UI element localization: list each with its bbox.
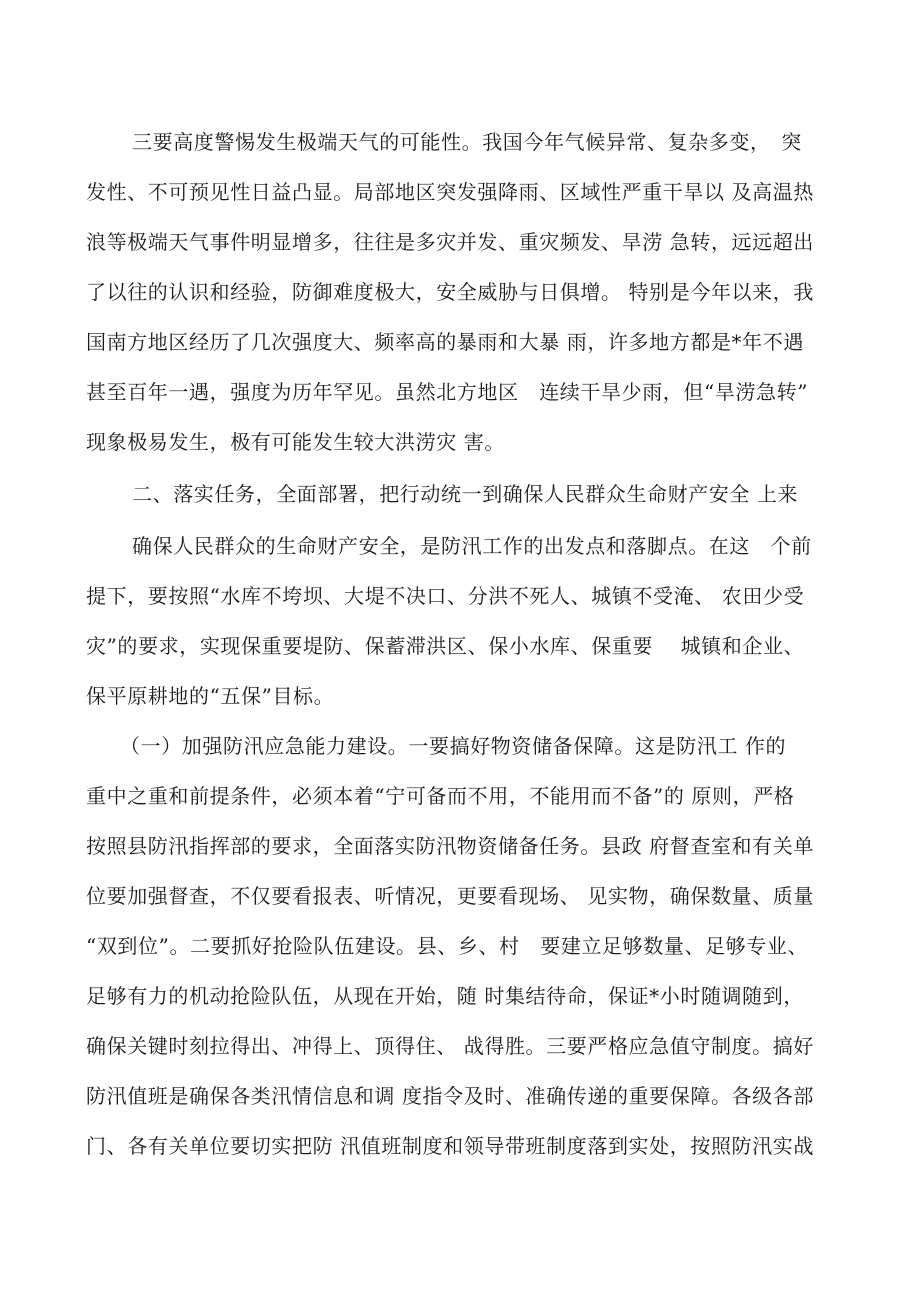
- paragraph-3-line: 门、各有关单位要切实把防 汛值班制度和领导带班制度落到实处，按照防汛实战: [86, 1134, 814, 1158]
- paragraph-2-line: 提下，要按照“水库不垮坝、大堤不决口、分洪不死人、城镇不受淹、 农田少受: [86, 584, 805, 608]
- paragraph-1-line: 甚至百年一遇，强度为历年罕见。虽然北方地区 连续干旱少雨，但“旱涝急转”: [86, 380, 809, 404]
- paragraph-1-line: 浪等极端天气事件明显增多，往往是多灾并发、重灾频发、旱涝 急转，远远超出: [86, 230, 814, 254]
- paragraph-1-line: 了以往的认识和经验，防御难度极大，安全威胁与日俱增。 特别是今年以来，我: [86, 280, 814, 304]
- paragraph-3-line: 位要加强督查，不仅要看报表、听情况，更要看现场、 见实物，确保数量、质量: [86, 884, 814, 908]
- paragraph-1-line: 发性、不可预见性日益凸显。局部地区突发强降雨、区域性严重干旱以 及高温热: [86, 180, 814, 204]
- paragraph-2-line: 灾”的要求，实现保重要堤防、保蓄滞洪区、保小水库、保重要 城镇和企业、: [86, 634, 805, 658]
- paragraph-3-line: 重中之重和前提条件，必须本着“宁可备而不用，不能用而不备”的 原则，严格: [86, 784, 795, 808]
- paragraph-1-line: 三要高度警惕发生极端天气的可能性。我国今年气候异常、复杂多变， 突: [132, 130, 802, 154]
- paragraph-3-line: 足够有力的机动抢险队伍，从现在开始，随 时集结待命，保证*小时随调随到，: [86, 984, 804, 1008]
- paragraph-3-line: 按照县防汛指挥部的要求，全面落实防汛物资储备任务。县政 府督查室和有关单: [86, 834, 814, 858]
- paragraph-1-line: 现象极易发生，极有可能发生较大洪涝灾 害。: [86, 430, 505, 454]
- paragraph-1-line: 国南方地区经历了几次强度大、频率高的暴雨和大暴 雨，许多地方都是*年不遇: [86, 330, 804, 354]
- paragraph-3-line: 确保关键时刻拉得出、冲得上、顶得住、 战得胜。三要严格应急值守制度。搞好: [86, 1034, 814, 1058]
- paragraph-3-line: 防汛值班是确保各类汛情信息和调 度指令及时、准确传递的重要保障。各级各部: [86, 1084, 814, 1108]
- paragraph-2-line: 保平原耕地的“五保”目标。: [86, 684, 335, 708]
- section-heading: 二、落实任务，全面部署，把行动统一到确保人民群众生命财产安全 上来: [132, 482, 799, 506]
- paragraph-3-line: （一）加强防汛应急能力建设。一要搞好物资储备保障。这是防汛工 作的: [120, 734, 787, 758]
- paragraph-3-line: “双到位”。二要抓好抢险队伍建设。县、乡、村 要建立足够数量、足够专业、: [86, 934, 809, 958]
- paragraph-2-line: 确保人民群众的生命财产安全，是防汛工作的出发点和落脚点。在这 个前: [132, 534, 812, 558]
